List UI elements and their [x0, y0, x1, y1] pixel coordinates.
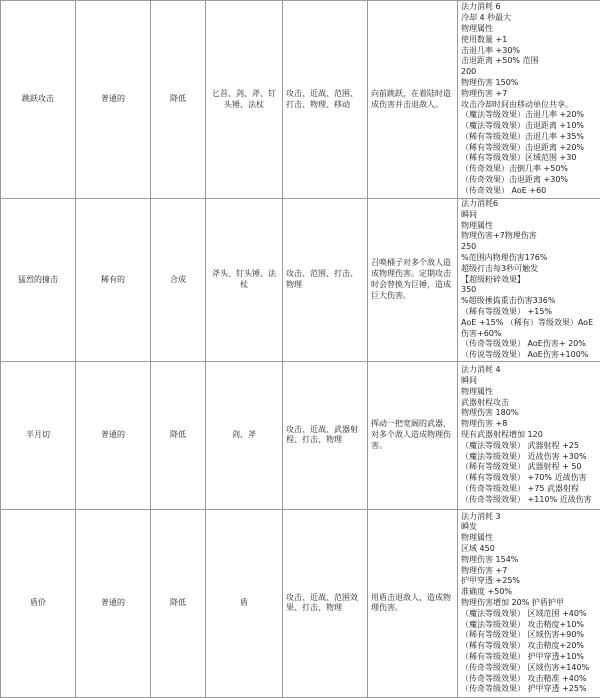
skill-description: 挥动一把宽阔的武器，对多个敌人造成物理伤害。	[368, 361, 458, 509]
detail-line: 物理伤害 154%	[461, 555, 597, 566]
detail-line: 使用数量 +1	[461, 35, 597, 46]
skill-name: 盾价	[1, 509, 76, 697]
detail-line: 击退几率 +30%	[461, 46, 597, 57]
detail-line: %范围内物理伤害176%	[461, 253, 597, 264]
detail-line: 物理伤害 +8	[461, 419, 597, 430]
detail-line: 250	[461, 242, 597, 253]
detail-line: 瞬间	[461, 376, 597, 387]
detail-line: （传奇等级效果） 护甲穿透 +25%	[461, 684, 597, 695]
skill-description: 向前跳跃，在着陆时造成伤害并击退敌人。	[368, 1, 458, 199]
skill-tags: 攻击、近战、范围效果、打击、物理	[283, 509, 368, 697]
detail-line: 物理伤害 180%	[461, 408, 597, 419]
skill-weapons: 剑、斧	[206, 361, 283, 509]
skill-name: 跳跃攻击	[1, 1, 76, 199]
detail-line: 物理属性	[461, 387, 597, 398]
detail-line: 物理属性	[461, 221, 597, 232]
detail-line: （稀有等级效果）区域范围 +30	[461, 153, 597, 164]
skill-tags: 攻击、范围、打击、物理	[283, 199, 368, 362]
detail-line: 瞬发	[461, 522, 597, 533]
detail-line: 法力消耗 3	[461, 512, 597, 523]
detail-line: （传奇等级效果） 区域伤害+140%	[461, 663, 597, 674]
skill-details	[458, 509, 600, 697]
detail-line: 冷却 4 秒最大	[461, 13, 597, 24]
detail-line: （魔法等级效果） 近战伤害 +30%	[461, 452, 597, 463]
skill-rarity: 普通的	[76, 361, 151, 509]
detail-line: 物理伤害+7物理伤害	[461, 231, 597, 242]
detail-line: 200	[461, 67, 597, 78]
skill-details	[458, 1, 600, 199]
detail-line: 物理伤害 150%	[461, 78, 597, 89]
skill-tags: 攻击、近战、武器射程、打击、物理	[283, 361, 368, 509]
table-row	[1, 1, 600, 199]
detail-line: （稀有等级效果） 武器射程 + 50	[461, 462, 597, 473]
detail-line: 瞬间	[461, 210, 597, 221]
skill-weapons: 斧头、钉头锤、法杖	[206, 199, 283, 362]
detail-line: （传奇等级效果） +110% 近战伤害	[461, 495, 597, 506]
detail-line: 武器射程攻击	[461, 398, 597, 409]
detail-line: （传说等级效果） AoE伤害+100%	[461, 350, 597, 361]
skill-rarity: 普通的	[76, 509, 151, 697]
skill-weapons: 盾	[206, 509, 283, 697]
detail-line: 法力消耗6	[461, 199, 597, 210]
detail-line: 物理伤害 +7	[461, 89, 597, 100]
detail-line: （稀有等级效果） 护甲穿透+10%	[461, 652, 597, 663]
detail-line: 护甲穿透 +25%	[461, 576, 597, 587]
detail-line: AoE +15% （稀有）等级效果）AoE	[461, 318, 597, 329]
detail-line: （稀有等级效果） 攻击精度+20%	[461, 641, 597, 652]
detail-line: 区域 450	[461, 544, 597, 555]
detail-line: 法力消耗 4	[461, 365, 597, 376]
detail-line: （传奇等级效果） 攻击精准 +40%	[461, 674, 597, 685]
detail-line: （稀有等级效果） +15%	[461, 307, 597, 318]
detail-line: （稀有等级效果） 区域伤害+90%	[461, 630, 597, 641]
detail-line: 准确度 +50%	[461, 587, 597, 598]
detail-line: （稀有等级效果）击退距离 +20%	[461, 143, 597, 154]
detail-line: （稀有等级效果）击退几率 +35%	[461, 132, 597, 143]
detail-line: （魔法等级效果） 攻击精度+10%	[461, 620, 597, 631]
skill-details	[458, 361, 600, 509]
skill-tags: 攻击、近战、范围、打击、物理、移动	[283, 1, 368, 199]
detail-line: （传奇效果） AoE +60	[461, 186, 597, 197]
skill-rarity: 普通的	[76, 1, 151, 199]
table-row	[1, 509, 600, 697]
table-row	[1, 361, 600, 509]
skill-change: 降低	[151, 1, 206, 199]
detail-line: 350	[461, 285, 597, 296]
detail-line: 击退距离 +50% 范围	[461, 56, 597, 67]
skill-rarity: 稀有的	[76, 199, 151, 362]
detail-line: （传奇效果）击倒几率 +50%	[461, 164, 597, 175]
detail-line: （传奇效果）击退距离 +30%	[461, 175, 597, 186]
skill-weapons: 匕首、剑、斧、钉头锤、法杖	[206, 1, 283, 199]
skill-details	[458, 199, 600, 362]
detail-line: 物理伤害增加 20% 护盾护甲	[461, 598, 597, 609]
detail-line: （魔法等级效果） 武器射程 +25	[461, 441, 597, 452]
detail-line: 现有武器射程增加 120	[461, 430, 597, 441]
detail-line: 伤害+60%	[461, 329, 597, 340]
detail-line: 攻击冷却时间由移动单位共享。	[461, 100, 597, 111]
skill-change: 降低	[151, 361, 206, 509]
skills-table-body	[1, 1, 600, 698]
detail-line: （魔法等级效果）击退几率 +20%	[461, 110, 597, 121]
detail-line: 物理属性	[461, 24, 597, 35]
detail-line: （魔法等级效果） 区域范围 +40%	[461, 609, 597, 620]
skill-description: 用盾击退敌人，造成物理伤害。	[368, 509, 458, 697]
detail-line: （传奇等级效果） +75 武器射程	[461, 484, 597, 495]
detail-line: %超级捶捣重击伤害336%	[461, 296, 597, 307]
detail-line: （魔法等级效果）击退距离 +10%	[461, 121, 597, 132]
detail-line: 法力消耗 6	[461, 2, 597, 13]
detail-line: 物理伤害 +7	[461, 566, 597, 577]
detail-line: 超级打击每3秒可触发	[461, 264, 597, 275]
table-row	[1, 199, 600, 362]
detail-line: 【超级粉碎效果】	[461, 275, 597, 286]
detail-line: （稀有等级效果） +70% 近战伤害	[461, 473, 597, 484]
detail-line: （传奇等级效果） AoE伤害+ 20%	[461, 339, 597, 350]
skill-description: 召唤桶子对多个敌人造成物理伤害。定期攻击时会替换为巨锤，造成巨大伤害。	[368, 199, 458, 362]
skill-name: 半月切	[1, 361, 76, 509]
detail-line: 物理属性	[461, 533, 597, 544]
skill-change: 合成	[151, 199, 206, 362]
skill-name: 猛烈的撞击	[1, 199, 76, 362]
skill-change: 降低	[151, 509, 206, 697]
